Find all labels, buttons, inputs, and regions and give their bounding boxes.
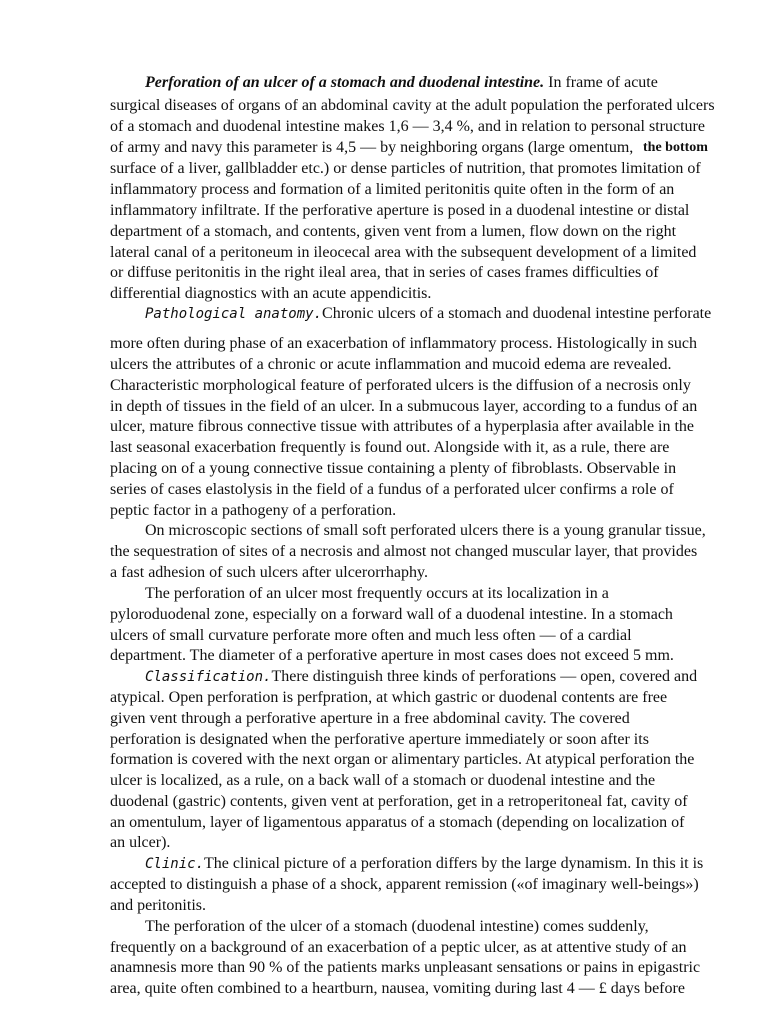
- paragraph-line: an omentulum, layer of ligamentous apparatus of a stomach (depending on localization of: [110, 814, 685, 831]
- paragraph-line: lateral canal of a peritoneum in ileocecal area with the subsequent development of a limited: [110, 244, 697, 261]
- paragraph-line: of a stomach and duodenal intestine makes 1,6 — 3,4 %, and in relation to personal structure: [110, 118, 705, 135]
- paragraph-line: The perforation of the ulcer of a stomach (duodenal intestine) comes suddenly,: [145, 918, 649, 935]
- paragraph-line: series of cases elastolysis in the field of a fundus of a perforated ulcer confirms a role of: [110, 481, 674, 498]
- paragraph-line: last seasonal exacerbation frequently is found out. Alongside with it, as a rule, there are: [110, 439, 670, 456]
- paragraph-line: [145, 854, 703, 874]
- paragraph-text: The clinical picture of a perforation differs by the large dynamism. In this it is: [204, 855, 704, 872]
- section-heading-clinic: Clinic.: [145, 856, 205, 872]
- paragraph-line: and peritonitis.: [110, 897, 206, 914]
- paragraph-line: peptic factor in a pathogeny of a perforation.: [110, 502, 397, 519]
- paragraph-line: or diffuse peritonitis in the right ileal area, that in series of cases frames difficulties of: [110, 264, 659, 281]
- paragraph-line: ulcer is localized, as a rule, on a back wall of a stomach or duodenal intestine and the: [110, 772, 656, 789]
- overlapping-text: the bottom: [643, 140, 708, 155]
- paragraph-line: ulcers the attributes of a chronic or acute inflammation and mucoid edema are revealed.: [110, 356, 672, 373]
- paragraph-line: differential diagnostics with an acute appendicitis.: [110, 285, 432, 302]
- paragraph-line: [145, 304, 711, 324]
- paragraph-line: surface of a liver, gallbladder etc.) or dense particles of nutrition, that promotes limitation of: [110, 160, 701, 177]
- paragraph-line: atypical. Open perforation is perfpration, at which gastric or duodenal contents are free: [110, 689, 668, 706]
- paragraph-line: accepted to distinguish a phase of a shock, apparent remission («of imaginary well-beings»): [110, 876, 699, 893]
- paragraph-line: in depth of tissues in the field of an ulcer. In a submucous layer, according to a fundus of an: [110, 398, 698, 415]
- paragraph-line: area, quite often combined to a heartburn, nausea, vomiting during last 4 — £ days before: [110, 980, 685, 997]
- paragraph-line: department of a stomach, and contents, given vent from a lumen, flow down on the right: [110, 223, 677, 240]
- paragraph-line: The perforation of an ulcer most frequently occurs at its localization in a: [145, 585, 609, 602]
- paragraph-line: of army and navy this parameter is 4,5 — by neighboring organs (large omentum,: [110, 139, 634, 156]
- paragraph-line: given vent through a perforative aperture in a free abdominal cavity. The covered: [110, 710, 630, 727]
- paragraph-line: surgical diseases of organs of an abdominal cavity at the adult population the perforated ulcers: [110, 97, 715, 114]
- paragraph-line: the sequestration of sites of a necrosis and almost not changed muscular layer, that provides: [110, 543, 698, 560]
- paragraph-line: [145, 667, 697, 687]
- paragraph-line: ulcers of small curvature perforate more often and much less often — of a cardial: [110, 627, 632, 644]
- section-heading-pathological-anatomy: Pathological anatomy.: [145, 306, 323, 322]
- paragraph-line: pyloroduodenal zone, especially on a forward wall of a duodenal intestine. In a stomach: [110, 606, 673, 623]
- paragraph-line: perforation is designated when the perforative aperture immediately or soon after its: [110, 731, 649, 748]
- paragraph-line: [145, 73, 658, 93]
- paragraph-line: an ulcer).: [110, 834, 171, 851]
- paragraph-line: ulcer, mature fibrous connective tissue with attributes of a hyperplasia after available in the: [110, 418, 695, 435]
- section-heading-classification: Classification.: [145, 669, 272, 685]
- paragraph-text: There distinguish three kinds of perforations — open, covered and: [271, 668, 698, 685]
- document-title: Perforation of an ulcer of a stomach and duodenal intestine.: [145, 74, 545, 91]
- paragraph-line: inflammatory infiltrate. If the perforative aperture is posed in a duodenal intestine or distal: [110, 202, 690, 219]
- paragraph-line: duodenal (gastric) contents, given vent at perforation, get in a retroperitoneal fat, cavity of: [110, 793, 688, 810]
- paragraph-line: placing on of a young connective tissue containing a plenty of fibroblasts. Observable in: [110, 460, 677, 477]
- paragraph-line: inflammatory process and formation of a limited peritonitis quite often in the form of an: [110, 181, 675, 198]
- paragraph-line: anamnesis more than 90 % of the patients marks unpleasant sensations or pains in epigastric: [110, 959, 701, 976]
- paragraph-line: formation is covered with the next organ or alimentary particles. At atypical perforation the: [110, 751, 695, 768]
- paragraph-line: On microscopic sections of small soft perforated ulcers there is a young granular tissue,: [145, 522, 706, 539]
- paragraph-text: Chronic ulcers of a stomach and duodenal intestine perforate: [322, 305, 712, 322]
- paragraph-line: frequently on a background of an exacerbation of a peptic ulcer, as at attentive study of an: [110, 939, 687, 956]
- paragraph-line: Characteristic morphological feature of perforated ulcers is the diffusion of a necrosis only: [110, 377, 691, 394]
- paragraph-line: department. The diameter of a perforative aperture in most cases does not exceed 5 mm.: [110, 647, 674, 664]
- paragraph-line: more often during phase of an exacerbation of inflammatory process. Histologically in such: [110, 335, 697, 352]
- paragraph-text: In frame of acute: [548, 74, 658, 91]
- paragraph-line: a fast adhesion of such ulcers after ulcerorrhaphy.: [110, 564, 428, 581]
